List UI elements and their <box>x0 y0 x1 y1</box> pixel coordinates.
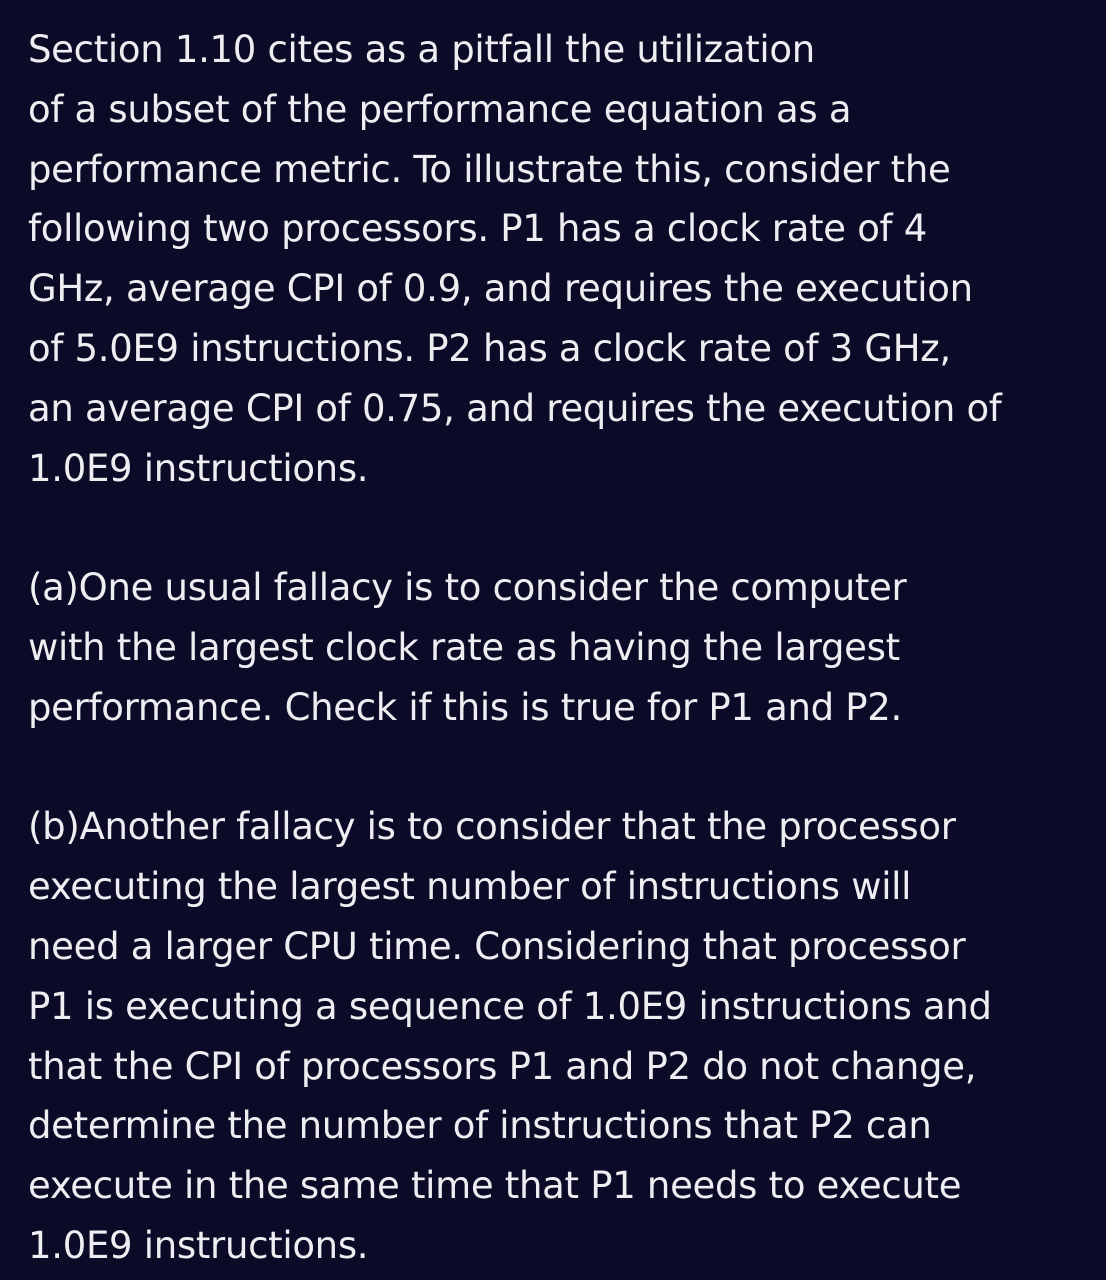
part-a-line: performance. Check if this is true for P1 and P2. <box>28 685 902 729</box>
part-b-line: P1 is executing a sequence of 1.0E9 instructions and <box>28 984 992 1028</box>
intro-line: following two processors. P1 has a clock rate of 4 <box>28 207 927 251</box>
paragraph-gap <box>28 738 1106 798</box>
part-a-paragraph <box>28 558 1106 737</box>
part-b-line: determine the number of instructions that P2 can <box>28 1104 932 1148</box>
paragraph-gap <box>28 498 1106 558</box>
part-b-line: (b)Another fallacy is to consider that the processor <box>28 805 956 849</box>
intro-line: Section 1.10 cites as a pitfall the utilization <box>28 28 815 71</box>
intro-line: an average CPI of 0.75, and requires the execution of <box>28 386 1002 430</box>
intro-line: 1.0E9 instructions. <box>28 446 369 490</box>
part-b-line: 1.0E9 instructions. <box>28 1223 369 1267</box>
part-b-line: need a larger CPU time. Considering that processor <box>28 924 966 968</box>
intro-line: of a subset of the performance equation as a <box>28 87 852 131</box>
part-a-line: with the largest clock rate as having the largest <box>28 625 900 669</box>
intro-line: GHz, average CPI of 0.9, and requires the execution <box>28 267 973 311</box>
intro-line: performance metric. To illustrate this, consider the <box>28 147 951 191</box>
intro-line: of 5.0E9 instructions. P2 has a clock rate of 3 GHz, <box>28 326 951 370</box>
part-b-line: that the CPI of processors P1 and P2 do not change, <box>28 1044 977 1088</box>
part-b-paragraph <box>28 797 1106 1275</box>
part-a-line: (a)One usual fallacy is to consider the computer <box>28 566 907 610</box>
intro-paragraph <box>28 20 1106 498</box>
part-b-line: execute in the same time that P1 needs to execute <box>28 1164 962 1208</box>
part-b-line: executing the largest number of instructions will <box>28 865 912 909</box>
